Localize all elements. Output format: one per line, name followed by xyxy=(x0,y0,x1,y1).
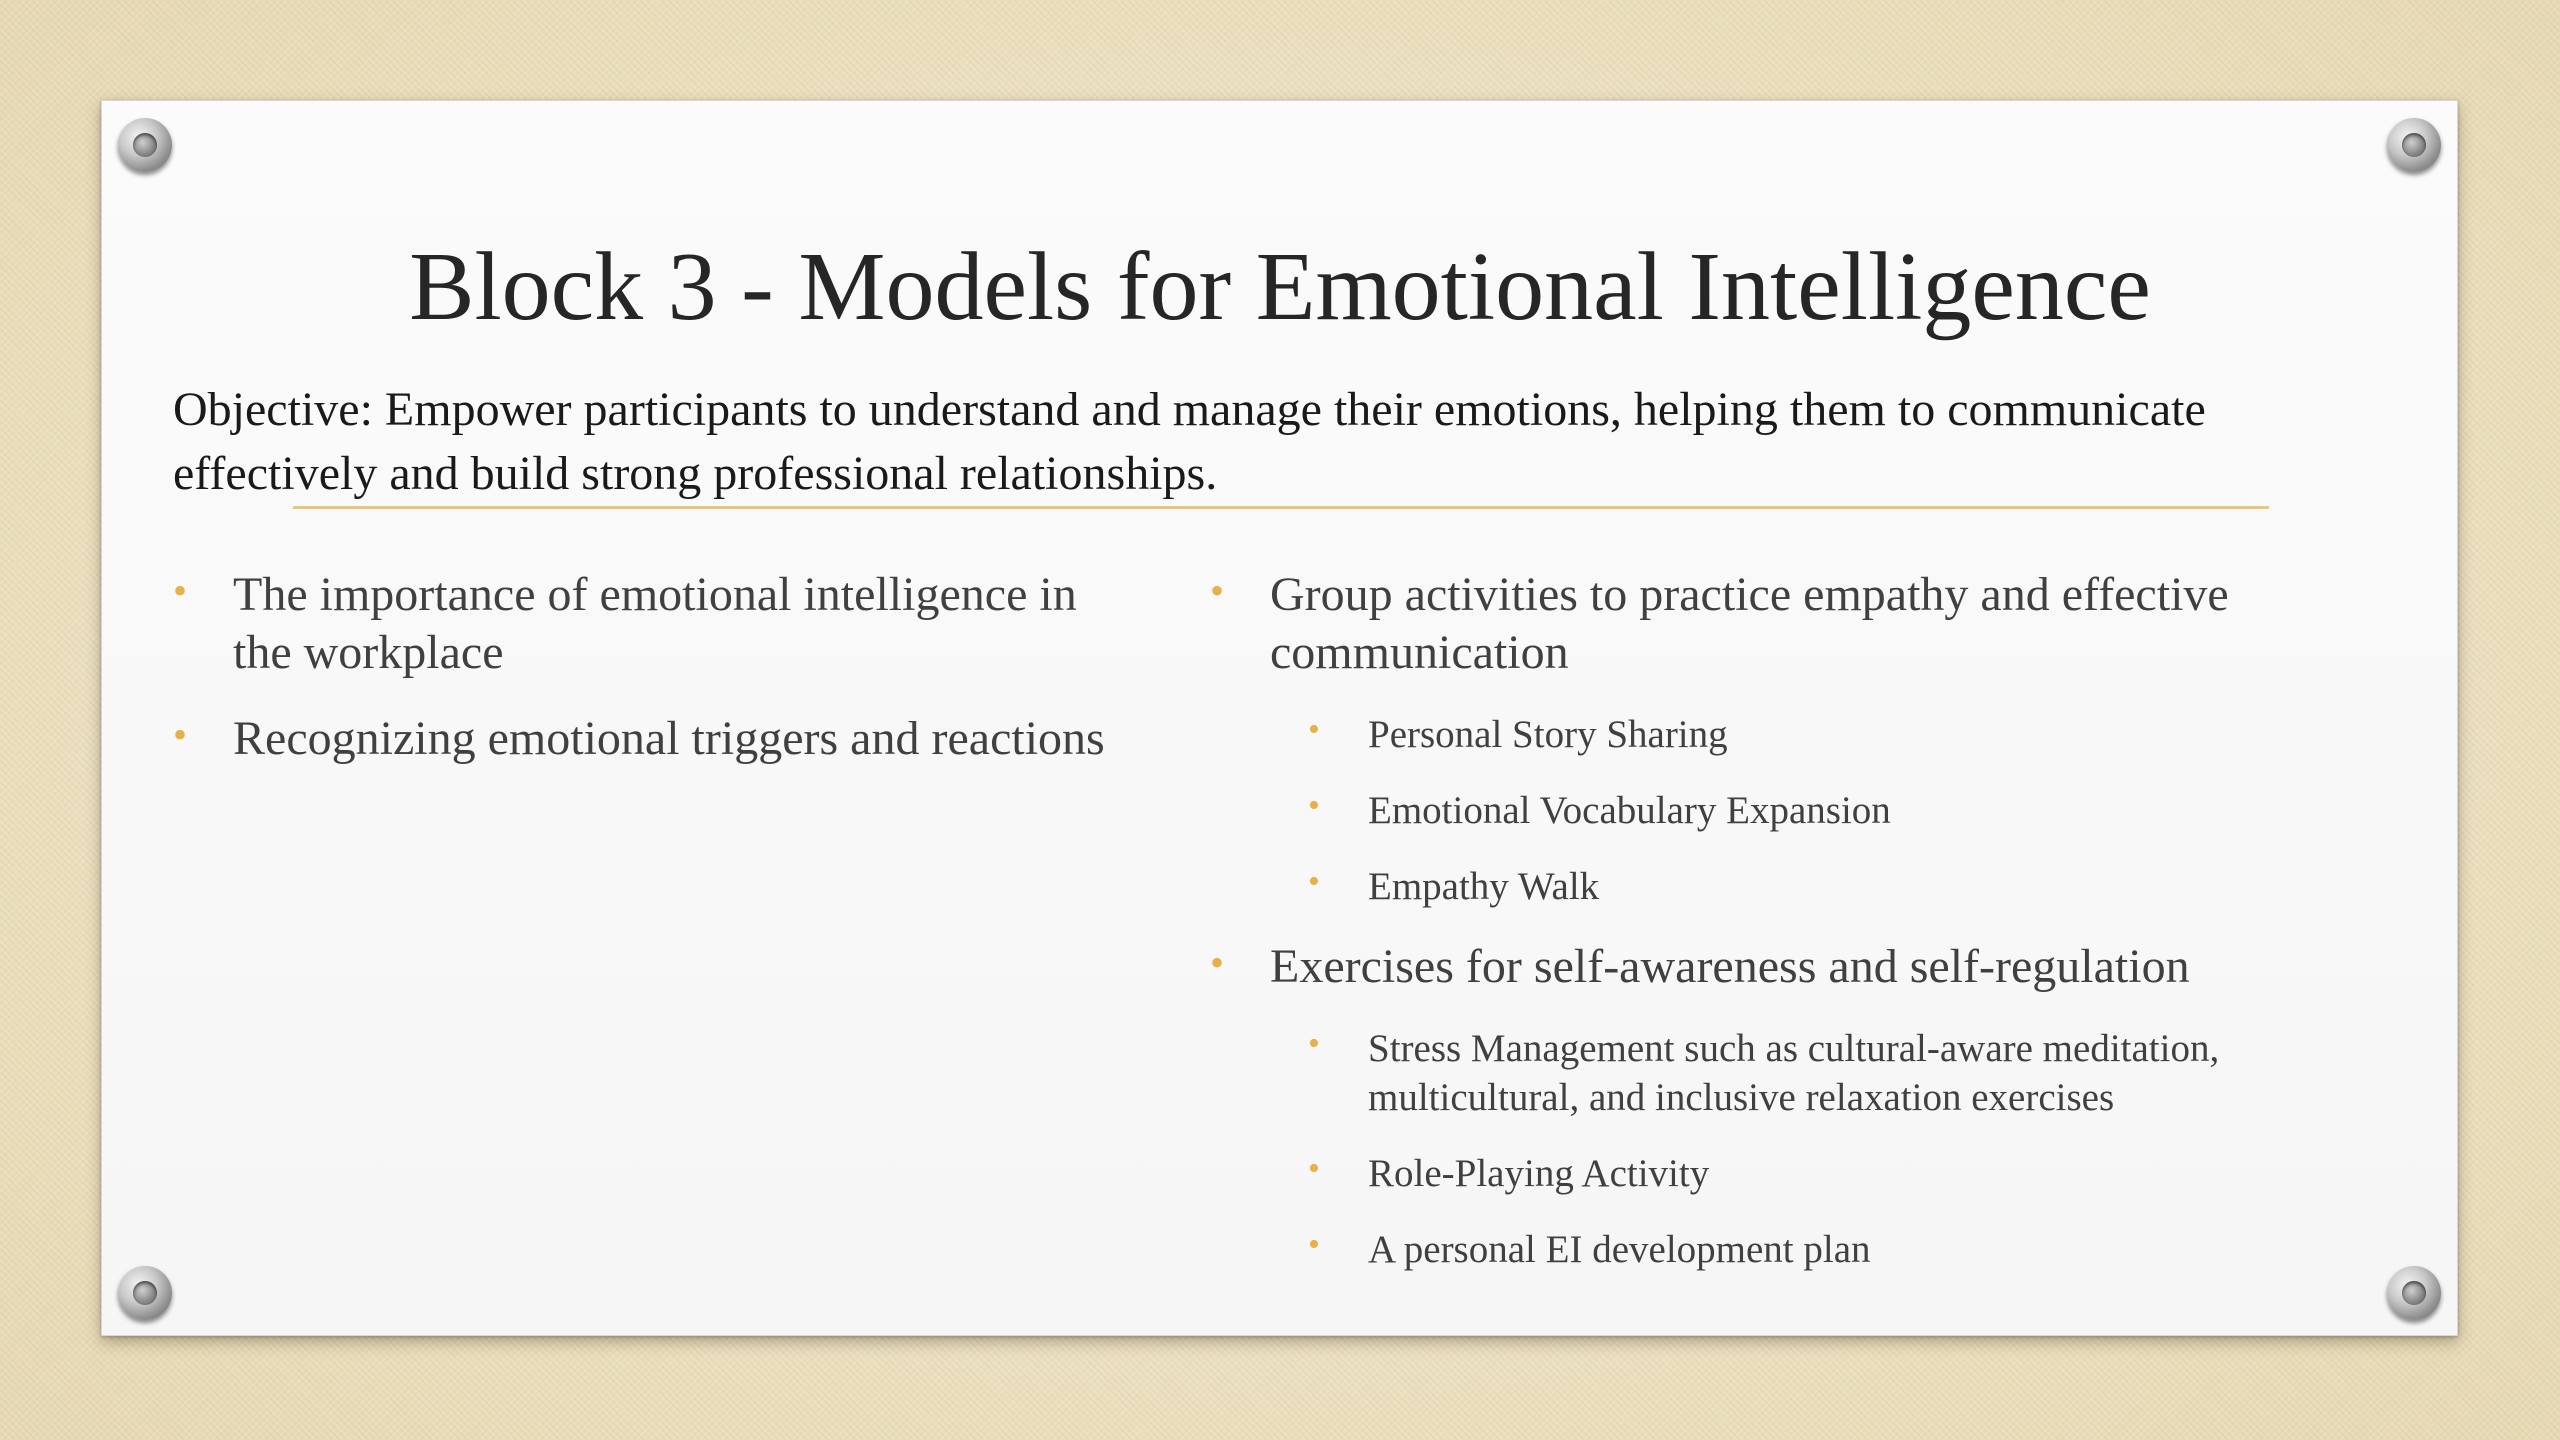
bullet-dot-icon: • xyxy=(1308,1226,1320,1263)
objective-text: Objective: Empower participants to understand and manage their emotions, helping them to communicate effectively and build strong professional relationships. xyxy=(173,383,2206,500)
sub-bullet-text: A personal EI development plan xyxy=(1368,1228,1871,1271)
bullet-dot-icon: • xyxy=(173,568,188,613)
grommet-top-left-icon xyxy=(118,118,172,172)
bullet-dot-icon: • xyxy=(1210,568,1225,613)
sub-bullet-item xyxy=(1210,710,2390,759)
bullet-dot-icon: • xyxy=(1308,1150,1320,1187)
left-bullet-column xyxy=(173,566,1123,796)
sub-bullet-text: Role-Playing Activity xyxy=(1368,1152,1710,1195)
bullet-text: Recognizing emotional triggers and reactions xyxy=(233,712,1105,765)
sub-bullet-text: Stress Management such as cultural-aware meditation, multicultural, and inclusive relaxation exercises xyxy=(1368,1027,2220,1119)
bullet-dot-icon: • xyxy=(1308,787,1320,824)
bullet-dot-icon: • xyxy=(1308,863,1320,900)
bullet-text: Group activities to practice empathy and effective communication xyxy=(1270,568,2229,679)
sub-bullet-item xyxy=(1210,1225,2390,1274)
right-bullet-list xyxy=(1210,566,2390,1274)
bullet-dot-icon: • xyxy=(1210,940,1225,985)
grommet-bottom-right-icon xyxy=(2387,1266,2441,1320)
grommet-bottom-left-icon xyxy=(118,1266,172,1320)
grommet-top-right-icon xyxy=(2387,118,2441,172)
slide-title: Block 3 - Models for Emotional Intelligence xyxy=(409,233,2151,341)
sub-bullet-text: Empathy Walk xyxy=(1368,865,1600,908)
bullet-text: Exercises for self-awareness and self-regulation xyxy=(1270,940,2190,993)
sub-bullet-item xyxy=(1210,1024,2390,1122)
sub-bullet-item xyxy=(1210,1149,2390,1198)
divider-line xyxy=(293,506,2269,509)
right-bullet-column xyxy=(1210,566,2390,1301)
bullet-dot-icon: • xyxy=(1308,711,1320,748)
sub-bullet-item xyxy=(1210,862,2390,911)
bullet-dot-icon: • xyxy=(1308,1025,1320,1062)
bullet-item xyxy=(1210,938,2390,996)
bullet-item xyxy=(173,566,1123,682)
sub-bullet-text: Personal Story Sharing xyxy=(1368,713,1728,756)
bullet-text: The importance of emotional intelligence in the workplace xyxy=(233,568,1077,679)
sub-bullet-text: Emotional Vocabulary Expansion xyxy=(1368,789,1891,832)
bullet-item xyxy=(173,710,1123,768)
sub-bullet-item xyxy=(1210,786,2390,835)
left-bullet-list xyxy=(173,566,1123,768)
bullet-dot-icon: • xyxy=(173,712,188,757)
bullet-item xyxy=(1210,566,2390,682)
